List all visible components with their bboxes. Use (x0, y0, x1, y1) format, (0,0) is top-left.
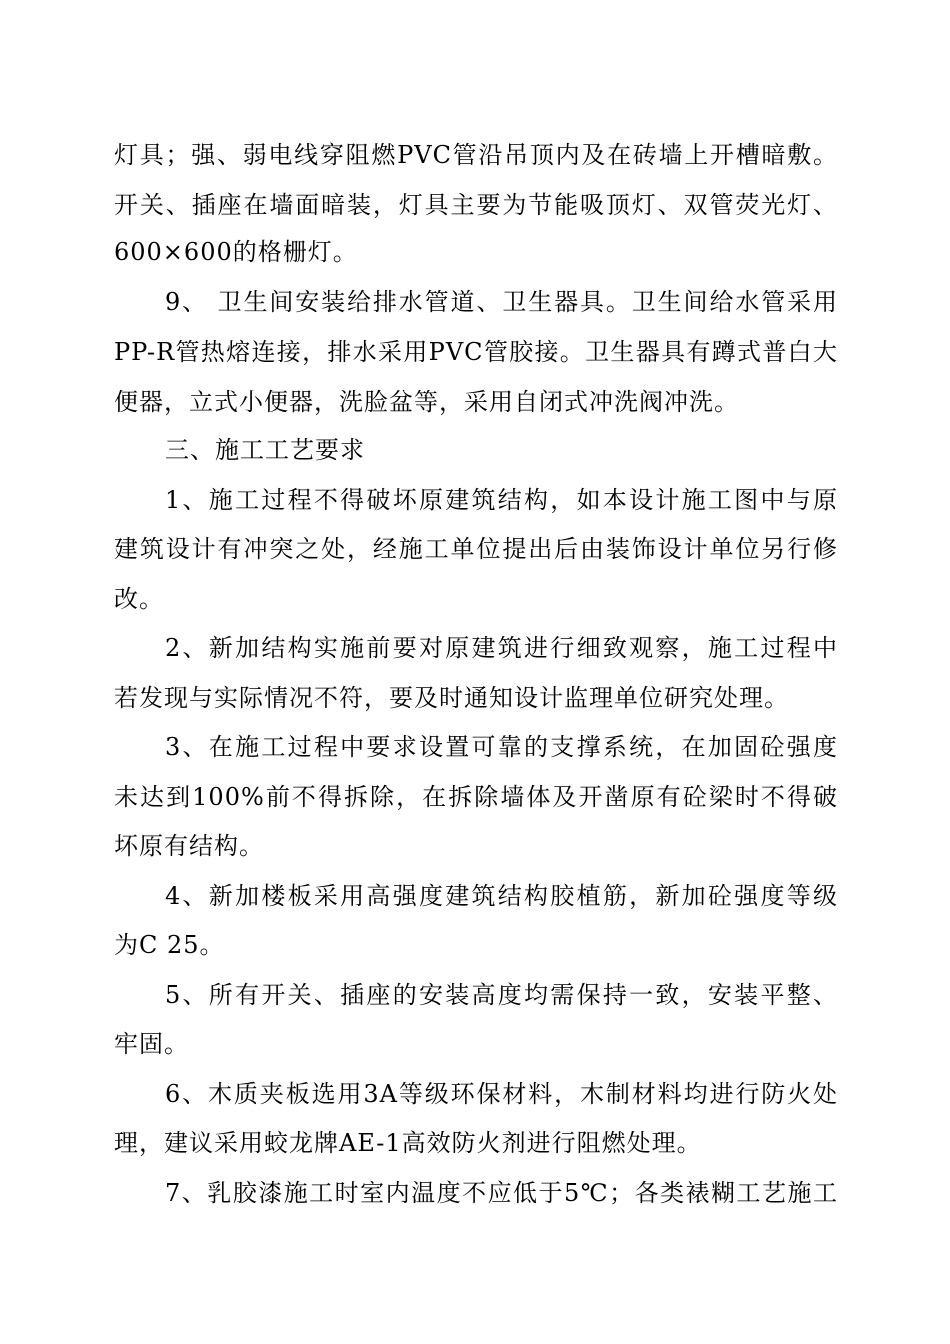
text-line: 建筑设计有冲突之处，经施工单位提出后由装饰设计单位另行修 (114, 535, 838, 563)
text-line: 6、木质夹板选用3A等级环保材料，木制材料均进行防火处 (165, 1080, 838, 1108)
text-line: 若发现与实际情况不符，要及时通知设计监理单位研究处理。 (114, 684, 789, 712)
text-line: 9、 卫生间安装给排水管道、卫生器具。卫生间给水管采用 (165, 288, 838, 316)
text-line: 2、新加结构实施前要对原建筑进行细致观察，施工过程中 (165, 634, 838, 662)
section-heading: 三、施工工艺要求 (165, 436, 365, 464)
text-line: 未达到100%前不得拆除，在拆除墙体及开凿原有砼梁时不得破 (114, 783, 838, 811)
text-line: 3、在施工过程中要求设置可靠的支撑系统，在加固砼强度 (165, 733, 838, 761)
text-line: PP-R管热熔连接，排水采用PVC管胶接。卫生器具有蹲式普白大 (114, 338, 838, 366)
text-line: 牢固。 (114, 1030, 189, 1058)
text-line: 坏原有结构。 (114, 832, 264, 860)
text-line: 为C 25。 (114, 931, 225, 959)
text-line: 理，建议采用蛟龙牌AE-1高效防火剂进行阻燃处理。 (114, 1129, 702, 1157)
text-line: 5、所有开关、插座的安装高度均需保持一致，安装平整、 (165, 981, 838, 1009)
text-line: 灯具；强、弱电线穿阻燃PVC管沿吊顶内及在砖墙上开槽暗敷。 (114, 141, 838, 169)
text-line: 7、乳胶漆施工时室内温度不应低于5℃；各类裱糊工艺施工 (165, 1179, 838, 1207)
text-line: 600×600的格栅灯。 (114, 238, 358, 266)
text-line: 开关、插座在墙面暗装，灯具主要为节能吸顶灯、双管荧光灯、 (114, 191, 838, 219)
text-line: 4、新加楼板采用高强度建筑结构胶植筋，新加砼强度等级 (165, 882, 838, 910)
text-line: 改。 (114, 585, 164, 613)
text-line: 便器，立式小便器，洗脸盆等，采用自闭式冲洗阀冲洗。 (114, 388, 739, 416)
text-line: 1、施工过程不得破坏原建筑结构，如本设计施工图中与原 (165, 486, 838, 514)
